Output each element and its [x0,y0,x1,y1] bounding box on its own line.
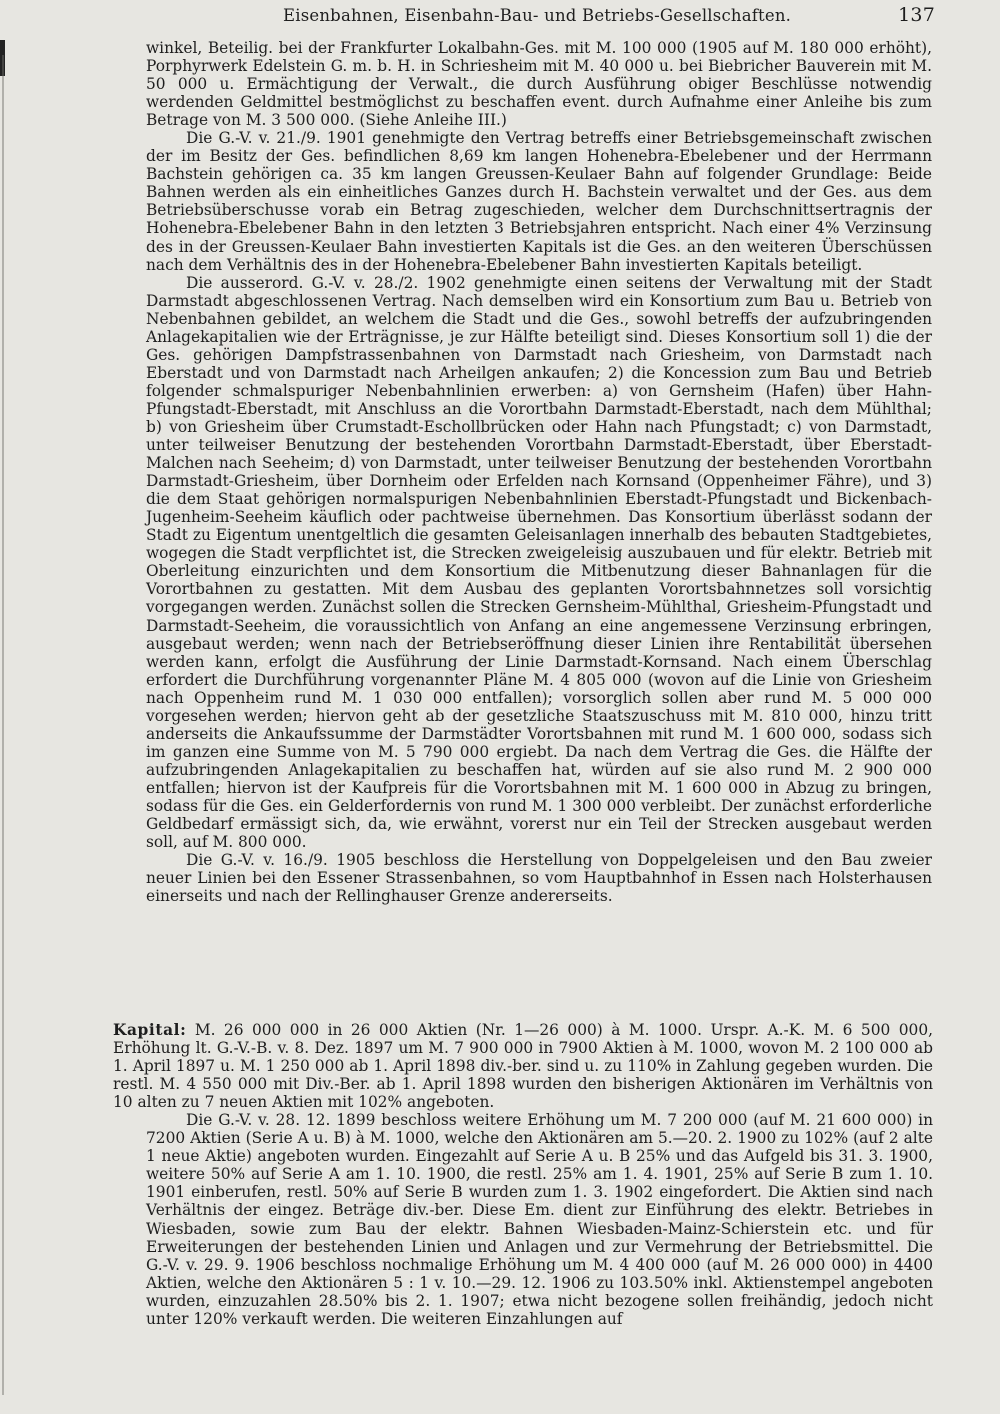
paragraph-continuation: winkel, Beteilig. bei der Frankfurter Lokalbahn-Ges. mit M. 100 000 (1905 auf M. 180 000 erhöht), Porphyrwerk Edelstein G. m. b. H. in Schriesheim mit M. 40 000 u. bei Biebricher Bauverein mit M. 50 000 u. Ermächtigung der Verwalt., die durch Ausführung obiger Beschlüsse notwendig werdenden Geldmittel bestmöglichst zu beschaffen event. durch Aufnahme einer Anleihe bis zum Betrage von M. 3 500 000. (Siehe Anleihe III.) [146,39,932,130]
kapital-text: M. 26 000 000 in 26 000 Aktien (Nr. 1—26 000) à M. 1000. Urspr. A.-K. M. 6 500 000, Erhöhung lt. G.-V.-B. v. 8. Dez. 1897 um M. 7 900 000 in 7900 Aktien à M. 1000, wovon M. 2 100 000 ab 1. April 1897 u. M. 1 250 000 ab 1. April 1898 div.-ber. sind u. zu 110% in Zahlung gegeben wurden. Die restl. M. 4 550 000 mit Div.-Ber. ab 1. April 1898 wurden den bisherigen Aktionären im Verhältnis von 10 alten zu 7 neuen Aktien mit 102% angeboten. [113,1021,933,1112]
header-title: Eisenbahnen, Eisenbahn-Bau- und Betriebs-Gesellschaften. [283,6,792,25]
main-text [146,39,932,905]
kapital-section [113,1021,933,1328]
kapital-paragraph: Die G.-V. v. 28. 12. 1899 beschloss weitere Erhöhung um M. 7 200 000 (auf M. 21 600 000) in 7200 Aktien (Serie A u. B) à M. 1000, welche den Aktionären am 5.—20. 2. 1900 zu 102% (auf 2 alte 1 neue Aktie) angeboten wurden. Eingezahlt auf Serie A u. B 25% und das Aufgeld bis 31. 3. 1900, weitere 50% auf Serie A am 1. 10. 1900, die restl. 25% am 1. 4. 1901, 25% auf Serie B zum 1. 10. 1901 einberufen, restl. 50% auf Serie B wurden zum 1. 3. 1902 eingefordert. Die Aktien sind nach Verhältnis der eingez. Beträge div.-ber. Diese Em. dient zur Einführung des elektr. Betriebes in Wiesbaden, sowie zum Bau der elektr. Bahnen Wiesbaden-Mainz-Schierstein etc. und für Erweiterungen der bestehenden Linien und Anlagen und zur Vermehrung der Betriebsmittel. Die G.-V. v. 29. 9. 1906 beschloss nochmalige Erhöhung um M. 4 400 000 (auf M. 26 000 000) in 4400 Aktien, welche den Aktionären 5 : 1 v. 10.—29. 12. 1906 zu 103.50% inkl. Aktienstempel angeboten wurden, einzuzahlen 28.50% bis 2. 1. 1907; etwa nicht bezogene sollen freihändig, jedoch nicht unter 120% verkauft werden. Die weiteren Einzahlungen auf [146,1111,933,1328]
paragraph-betriebsgemeinschaft: Die G.-V. v. 21./9. 1901 genehmigte den Vertrag betreffs einer Betriebsgemeinschaft zwischen der im Besitz der Ges. befindlichen 8,69 km langen Hohenebra-Ebelebener und der Herrmann Bachstein gehörigen ca. 35 km langen Greussen-Keulaer Bahn auf folgender Grundlage: Beide Bahnen werden als ein einheitliches Ganzes durch H. Bachstein verwaltet und der Ges. aus dem Betriebsüberschusse vorab ein Betrag zugeschieden, welcher dem Durchschnittsertragnis der Hohenebra-Ebelebener Bahn in den letzten 3 Betriebsjahren entspricht. Nach einer 4% Verzinsung des in der Greussen-Keulaer Bahn investierten Kapitals ist die Ges. an den weiteren Überschüssen nach dem Verhältnis des in der Hohenebra-Ebelebener Bahn investierten Kapitals beteiligt. [146,129,932,274]
kapital-label: Kapital: [113,1021,187,1039]
kapital-first-paragraph [113,1021,933,1111]
paragraph-darmstadt-vertrag: Die ausserord. G.-V. v. 28./2. 1902 genehmigte einen seitens der Verwaltung mit der Stadt Darmstadt abgeschlossenen Vertrag. Nach demselben wird ein Konsortium zum Bau u. Betrieb von Nebenbahnen gebildet, an welchem die Stadt und die Ges., sowohl betreffs der aufzubringenden Anlagekapitalien wie der Erträgnisse, je zur Hälfte beteiligt sind. Dieses Konsortium soll 1) die der Ges. gehörigen Dampfstrassenbahnen von Darmstadt nach Griesheim, von Darmstadt nach Eberstadt und von Darmstadt nach Arheilgen ankaufen; 2) die Koncession zum Bau und Betrieb folgender schmalspuriger Nebenbahnlinien erwerben: a) von Gernsheim (Hafen) über Hahn-Pfungstadt-Eberstadt, mit Anschluss an die Vorortbahn Darmstadt-Eberstadt, nach dem Mühlthal; b) von Griesheim über Crumstadt-Eschollbrücken oder Hahn nach Pfungstadt; c) von Darmstadt, unter teilweiser Benutzung der bestehenden Vorortbahn Darmstadt-Eberstadt, über Eberstadt-Malchen nach Seeheim; d) von Darmstadt, unter teilweiser Benutzung der bestehenden Vorortbahn Darmstadt-Griesheim, über Dornheim oder Erfelden nach Kornsand (Oppenheimer Fähre), und 3) die dem Staat gehörigen normalspurigen Nebenbahnlinien Eberstadt-Pfungstadt und Bickenbach-Jugenheim-Seeheim käuflich oder pachtweise übernehmen. Das Konsortium überlässt sodann der Stadt zu Eigentum unentgeltlich die gesamten Geleisanlagen innerhalb des bebauten Stadtgebietes, wogegen die Stadt verpflichtet ist, die Strecken zweigeleisig auszubauen und für elektr. Betrieb mit Oberleitung einzurichten und dem Konsortium die Mitbenutzung dieser Bahnanlagen für die Vorortbahnen zu gestatten. Mit dem Ausbau des geplanten Vorortsbahnnetzes soll vorsichtig vorgegangen werden. Zunächst sollen die Strecken Gernsheim-Mühlthal, Griesheim-Pfungstadt und Darmstadt-Seeheim, die voraussichtlich von Anfang an eine angemessene Verzinsung erbringen, ausgebaut werden; wenn nach der Betriebseröffnung dieser Linien ihre Rentabilität übersehen werden kann, erfolgt die Ausführung der Linie Darmstadt-Kornsand. Nach einem Überschlag erfordert die Durchführung vorgenannter Pläne M. 4 805 000 (wovon auf die Linie von Griesheim nach Oppenheim rund M. 1 030 000 entfallen); vorsorglich sollen aber rund M. 5 000 000 vorgesehen werden; hiervon geht ab der gesetzliche Staatszuschuss mit M. 810 000, hinzu tritt anderseits die Ankaufssumme der Darmstädter Vorortsbahnen mit rund M. 1 600 000, sodass sich im ganzen eine Summe von M. 5 790 000 ergiebt. Da nach dem Vertrag die Ges. die Hälfte der aufzubringenden Anlagekapitalien zu beschaffen hat, würden auf sie also rund M. 2 900 000 entfallen; hiervon ist der Kaufpreis für die Vorortsbahnen mit M. 1 600 000 in Abzug zu bringen, sodass für die Ges. ein Gelderfordernis von rund M. 1 300 000 verbleibt. Der zunächst erforderliche Geldbedarf ermässigt sich, da, wie erwähnt, vorerst nur ein Teil der Strecken ausgebaut werden soll, auf M. 800 000. [146,273,933,852]
paragraph-essen-strassenbahnen: Die G.-V. v. 16./9. 1905 beschloss die Herstellung von Doppelgeleisen und den Bau zweier neuer Linien bei den Essener Strassenbahnen, so vom Hauptbahnhof in Essen nach Holsterhausen einerseits und nach der Rellinghauser Grenze andererseits. [146,851,932,906]
page-edge-shadow [2,55,4,1395]
running-header [230,4,935,30]
page-number: 137 [898,4,935,26]
